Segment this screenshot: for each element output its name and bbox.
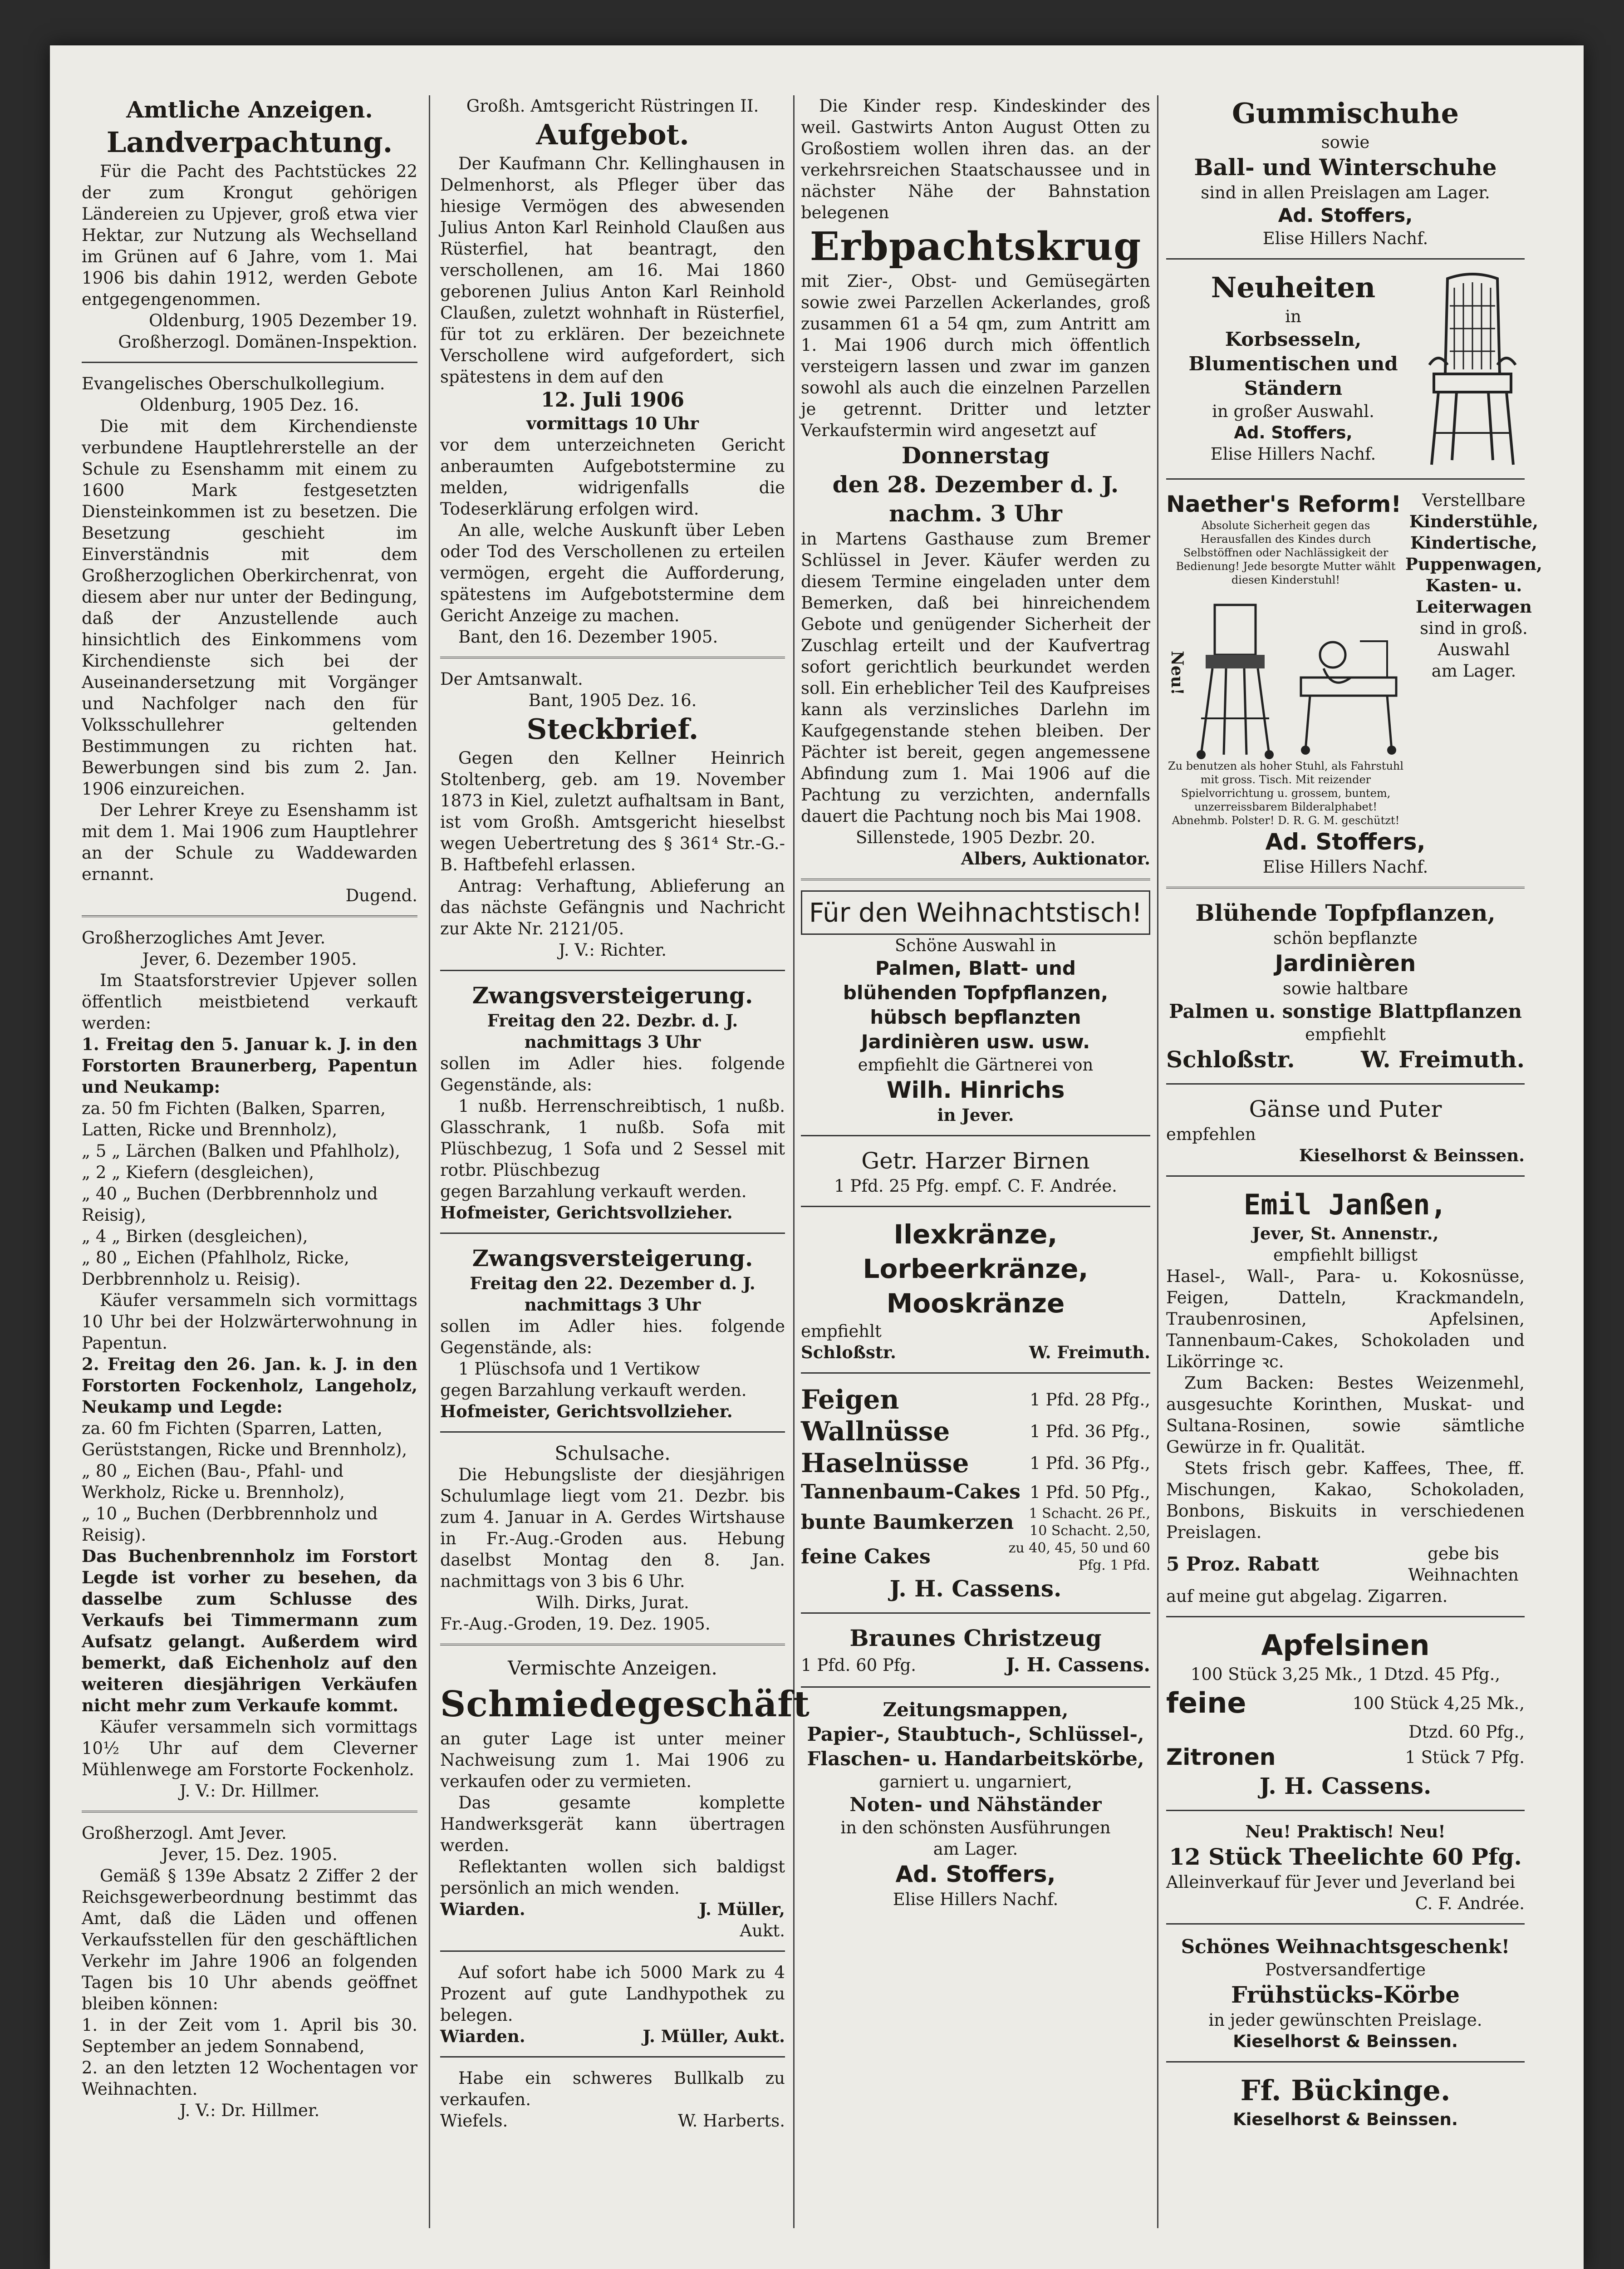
notice-signature: J. V.: Richter. xyxy=(558,940,667,960)
notice-text: Im Staatsforstrevier Upjever sollen öffentlich meistbietend verkauft werden: xyxy=(82,971,417,1033)
notice-item: 1. in der Zeit vom 1. April bis 30. September an jedem Sonnabend, xyxy=(82,2015,417,2056)
ad-gummischuhe xyxy=(1166,95,1525,249)
ad-signature-sub: Elise Hillers Nachf. xyxy=(1210,444,1376,464)
notice-heading: Der Amtsanwalt. xyxy=(440,669,583,689)
ad-line: 100 Stück 4,25 Mk., xyxy=(1352,1693,1525,1713)
ad-line: empfehlen xyxy=(1166,1125,1256,1144)
ad-place: Wiarden. xyxy=(440,1899,525,1919)
divider xyxy=(801,879,1150,880)
notice-text: vor dem unterzeichneten Gericht anberaumten Aufgebotstermine zu melden, widrigenfalls die Todeserklärung erfolgen wird. xyxy=(440,435,785,519)
auction-time: nachm. 3 Uhr xyxy=(889,500,1062,527)
divider xyxy=(82,1811,417,1812)
product-price: 1 Pfd. 36 Pfg., xyxy=(1030,1453,1150,1473)
ad-line: empfiehlt die Gärtnerei von xyxy=(858,1055,1094,1075)
notice-title: Schulsache. xyxy=(554,1442,671,1464)
ad-signature-row xyxy=(440,2026,785,2047)
notice-text: Der Kaufmann Chr. Kellinghausen in Delmenhorst, als Pfleger über das hiesige Vermögen des abwesenden Julius Anton Karl Reinhold Claußen aus Rüsterfiel, hat beantragt, den verschollenen, am 16. Mai 1860 geborenen Julius Anton Karl Reinhold Claußen, zuletzt wohnhaft in Rüsterfiel, für tot zu erklären. Der bezeichnete Verschollene wird aufgefordert, sich spätestens in dem auf den xyxy=(440,154,785,387)
ad-gaense xyxy=(1166,1095,1525,1166)
ad-hypothek xyxy=(440,1962,785,2047)
ad-line: am Lager. xyxy=(933,1839,1018,1859)
sale-item: 1. Freitag den 5. Januar k. J. in den Forstorten Braunerberg, Papentun und Neukamp: xyxy=(82,1034,417,1097)
notice-text: Die Hebungsliste der diesjährigen Schulumlage liegt vom 21. Dezbr. bis zum 4. Januar in A. Gerdes Wirtshause in Fr.-Aug.-Groden aus. Hebung daselbst Montag den 8. Jan. nachmittags von 3 bis 6 Uhr. xyxy=(440,1465,785,1591)
price-row xyxy=(801,1384,1150,1415)
notice-date: Oldenburg, 1905 Dez. 16. xyxy=(140,395,359,415)
ad-signature: W. Harberts. xyxy=(678,2111,785,2131)
sale-item: „ 4 „ Birken (desgleichen), xyxy=(82,1227,308,1246)
ad-line: in großer Auswahl. xyxy=(1212,402,1374,421)
ad-badge: Neu! xyxy=(1168,651,1187,695)
notice-text: 1 nußb. Herrenschreibtisch, 1 nußb. Glasschrank, 1 nußb. Sofa mit Plüschbezug, 1 Sofa und 2 Sessel mit rotbr. Plüschbezug xyxy=(440,1096,785,1180)
ad-place: Schloßstr. xyxy=(1166,1046,1295,1073)
ad-line: in xyxy=(1285,307,1301,326)
divider xyxy=(1166,2061,1525,2063)
ad-line: blühenden Topfpflanzen, xyxy=(843,982,1109,1004)
notice-text: gegen Barzahlung verkauft werden. xyxy=(440,1380,747,1400)
product-name: bunte Baumkerzen xyxy=(801,1511,1014,1534)
divider xyxy=(82,362,417,363)
ad-title: Schönes Weihnachtsgeschenk! xyxy=(1181,1935,1510,1958)
ad-naethers-reform xyxy=(1166,490,1542,878)
ad-line: Alleinverkauf für Jever und Jeverland bei xyxy=(1166,1872,1516,1892)
ad-line: Korbsesseln, xyxy=(1225,328,1362,350)
notice-zwangsversteigerung-1 xyxy=(440,981,785,1223)
notice-title: Steckbrief. xyxy=(526,712,699,746)
ad-signature: Kieselhorst & Beinssen. xyxy=(1233,2110,1458,2129)
ad-title: Getr. Harzer Birnen xyxy=(861,1148,1090,1174)
notice-title: Zwangsversteigerung. xyxy=(472,1245,753,1272)
notice-signature: J. V.: Dr. Hillmer. xyxy=(179,1781,320,1801)
ad-kraenze xyxy=(801,1217,1150,1363)
ad-title: Für den Weihnachtstisch! xyxy=(801,890,1150,935)
ad-title: Naether's Reform! xyxy=(1166,491,1402,517)
notice-text: Käufer versammeln sich vormittags 10½ Uhr auf dem Cleverner Mühlenwege am Forstorte Fockenholz. xyxy=(82,1717,417,1779)
divider xyxy=(1166,478,1525,480)
product-price: 1 Schacht. 26 Pf., 10 Schacht. 2,50, xyxy=(1029,1506,1150,1539)
notice-date: Bant, 1905 Dez. 16. xyxy=(528,691,697,710)
ad-line: garniert u. ungarniert, xyxy=(879,1772,1072,1792)
price-row xyxy=(801,1479,1150,1505)
column-3 xyxy=(801,95,1150,2228)
ad-line: feine xyxy=(1166,1686,1246,1719)
product-name: Feigen xyxy=(801,1384,899,1415)
ad-text: Auf sofort habe ich 5000 Mark zu 4 Prozent auf gute Landhypothek zu belegen. xyxy=(440,1963,785,2025)
ad-discount: 5 Proz. Rabatt xyxy=(1166,1553,1320,1575)
section-heading: Vermischte Anzeigen. xyxy=(508,1657,717,1679)
divider xyxy=(1166,258,1525,260)
ad-merchant: Wilh. Hinrichs xyxy=(886,1077,1065,1103)
ad-line: Verstellbare xyxy=(1422,491,1526,510)
notice-oberschulkollegium xyxy=(82,373,417,906)
price-row xyxy=(801,1415,1150,1447)
ad-line: empfiehlt xyxy=(801,1321,882,1341)
notice-text: sollen im Adler hies. folgende Gegenstände, als: xyxy=(440,1316,785,1357)
divider xyxy=(1166,887,1525,889)
ad-signature: Kieselhorst & Beinssen. xyxy=(1233,2032,1458,2051)
ad-line: Ilexkränze, xyxy=(893,1219,1058,1250)
ad-naether-main xyxy=(1166,490,1405,827)
ad-line: Neu! Praktisch! Neu! xyxy=(1245,1822,1446,1842)
ad-line: Blumentischen und xyxy=(1188,353,1398,375)
notice-text: Die mit dem Kirchendienste verbundene Hauptlehrerstelle an der Schule zu Esenshamm mit einem zu 1600 Mark festgesetzten Diensteinkommen ist zu besetzen. Die Besetzung geschieht im Einverständnis mit dem Großherzoglichen Oberkirchenrat, von diesem aber nur unter der Bedingung, daß der Anzustellende auch hinsichtlich des Einkommens vom Kirchendienste sich bei der Auseinandersetzung mit Vorgänger und Nachfolger nach den für Volksschullehrer geltenden Bestimmungen zu richten hat. Bewerbungen sind bis zum 2. Jan. 1906 einzureichen. xyxy=(82,417,417,799)
notice-signature: Hofmeister, Gerichtsvollzieher. xyxy=(440,1401,733,1421)
ad-line: Kindertische, xyxy=(1410,533,1537,553)
notice-date: Fr.-Aug.-Groden, 19. Dez. 1905. xyxy=(440,1614,711,1634)
ad-naether-illustration xyxy=(1166,587,1405,759)
sale-item: „ 40 „ Buchen (Derbbrennholz und Reisig), xyxy=(82,1184,378,1225)
ad-line: 1 Stück 7 Pfg. xyxy=(1405,1747,1525,1767)
sale-item: za. 60 fm Fichten (Sparren, Latten, Gerüststangen, Ricke und Brennholz), xyxy=(82,1419,407,1459)
sale-item: „ 10 „ Buchen (Derbbrennholz und Reisig). xyxy=(82,1504,378,1545)
ad-text: in Martens Gasthause zum Bremer Schlüssel in Jever. Käufer werden zu diesem Termine eingeladen unter dem Bemerken, daß bei hinreichendem Gebote und genügender Sicherheit der Zuschlag erteilt und der Kaufvertrag sofort gerichtlich beurkundet werden soll. Ein erheblicher Teil des Kaufpreises kann als verzinsliches Darlehn im Kaufgegenstande stehen bleiben. Der Pächter ist bereit, gegen angemessene Abfindung zum 1. Mai 1906 auf die Pachtung zu verzichten, andernfalls dauert die Pachtung noch bis Mai 1908. xyxy=(801,529,1150,826)
notice-heading: Großherzogliches Amt Jever. xyxy=(82,928,326,948)
notice-holzverkauf xyxy=(82,927,417,1802)
ad-line: in den schönsten Ausführungen xyxy=(840,1818,1111,1837)
notice-text: Der Lehrer Kreye zu Esenshamm ist mit dem 1. Mai 1906 zum Hauptlehrer an der Schule zu Waddewarden ernannt. xyxy=(82,801,417,884)
ad-signature: Ad. Stoffers, xyxy=(1234,423,1353,442)
notice-date-highlight: 12. Juli 1906 xyxy=(541,388,684,412)
ad-signature-row xyxy=(440,1899,785,1920)
notice-signature: J. V.: Dr. Hillmer. xyxy=(179,2101,320,2120)
ad-title: Ff. Bückinge. xyxy=(1240,2074,1451,2107)
ad-line: Palmen u. sonstige Blattpflanzen xyxy=(1169,1000,1522,1022)
notice-text: Käufer versammeln sich vormittags 10 Uhr bei der Holzwärterwohnung in Papentun. xyxy=(82,1291,417,1353)
divider xyxy=(440,1431,785,1433)
notice-text: sollen im Adler hies. folgende Gegenstände, als: xyxy=(440,1054,785,1095)
notice-aufgebot xyxy=(440,95,785,648)
sale-item: „ 5 „ Lärchen (Balken und Pfahlholz), xyxy=(82,1141,400,1161)
ad-neuheiten-text xyxy=(1166,270,1420,465)
sale-item: 2. Freitag den 26. Jan. k. J. in den Forstorten Fockenholz, Langeholz, Neukamp und Legde: xyxy=(82,1354,417,1417)
ad-line: Palmen, Blatt- und xyxy=(875,957,1076,979)
ad-signature-row xyxy=(801,1342,1150,1363)
notice-item: 2. an den letzten 12 Wochentagen vor Weihnachten. xyxy=(82,2058,417,2099)
notice-signature: Dugend. xyxy=(345,886,417,905)
divider xyxy=(1166,1810,1525,1811)
ad-line: Kasten- u. Leiterwagen xyxy=(1416,575,1532,617)
auction-date: den 28. Dezember d. J. xyxy=(832,471,1119,498)
sale-item: za. 50 fm Fichten (Balken, Sparren, Latten, Ricke und Brennholz), xyxy=(82,1099,386,1139)
high-chair-icon xyxy=(1187,587,1405,759)
divider xyxy=(801,1686,1150,1688)
notice-text: Antrag: Verhaftung, Ablieferung an das nächste Gefängnis und Nachricht zur Akte Nr. 2121/05. xyxy=(440,876,785,938)
notice-subtitle: Freitag den 22. Dezember d. J. nachmittags 3 Uhr xyxy=(470,1273,756,1315)
ad-line: 1 Pfd. 25 Pfg. empf. C. F. Andrée. xyxy=(834,1176,1117,1196)
ad-line: Flaschen- u. Handarbeitskörbe, xyxy=(807,1748,1144,1770)
ad-signature: Kieselhorst & Beinssen. xyxy=(1299,1145,1525,1165)
notice-signature: Wilh. Dirks, Jurat. xyxy=(536,1593,689,1612)
ad-line: in jeder gewünschten Preislage. xyxy=(1208,2010,1482,2030)
ad-line: Jever, St. Annenstr., xyxy=(1252,1223,1439,1243)
ad-signature-row xyxy=(1166,1045,1525,1074)
ad-emil-janssen xyxy=(1166,1187,1525,1607)
ad-line: Zeitungsmappen, xyxy=(883,1699,1069,1721)
sale-item: „ 80 „ Eichen (Pfahlholz, Ricke, Derbbrennholz u. Reisig). xyxy=(82,1248,349,1289)
column-2 xyxy=(440,95,810,2228)
divider xyxy=(801,1135,1150,1136)
ad-title: Blühende Topfpflanzen, xyxy=(1195,899,1496,926)
ad-title: Neuheiten xyxy=(1211,271,1376,304)
divider xyxy=(440,2056,785,2058)
ad-buecklinge xyxy=(1166,2073,1525,2130)
divider xyxy=(1166,1616,1525,1617)
ad-line: empfiehlt billigst xyxy=(1273,1245,1418,1265)
ad-place: in Jever. xyxy=(937,1105,1014,1125)
divider xyxy=(801,1206,1150,1207)
notice-text: Das Buchenbrennholz im Forstort Legde ist vorher zu besehen, da dasselbe zum Schlusse des Verkaufs bei Timmermann zum Aufsatz gelangt. Außerdem wird bemerkt, daß Eichenholz auf den weiteren diesjährigen Verkäufen nicht mehr zum Verkaufe kommt. xyxy=(82,1546,417,1715)
notice-signature: Bant, den 16. Dezember 1905. xyxy=(458,627,718,647)
ad-signature-title: Aukt. xyxy=(740,1921,785,1940)
divider xyxy=(1166,1923,1525,1925)
ad-signature: J. H. Cassens. xyxy=(1006,1654,1150,1676)
wicker-chair-icon xyxy=(1420,270,1525,469)
ad-text: Zum Backen: Bestes Weizenmehl, ausgesuchte Korinthen, Muskat- und Sultana-Rosinen, sowie sämtliche Gewürze in fr. Qualität. xyxy=(1166,1373,1525,1457)
ad-title: Emil Janßen, xyxy=(1244,1188,1447,1221)
notice-schulsache xyxy=(440,1443,785,1635)
ad-signature-sub: Elise Hillers Nachf. xyxy=(893,1890,1059,1909)
ad-line: Puppenwagen, xyxy=(1405,554,1542,574)
ad-title: Schmiedegeschäft xyxy=(440,1684,810,1725)
ad-signature: C. F. Andrée. xyxy=(1415,1894,1525,1913)
ad-line: auf meine gut abgelag. Zigarren. xyxy=(1166,1586,1448,1606)
ad-title: Erbpachtskrug xyxy=(810,224,1142,270)
sale-item: „ 80 „ Eichen (Bau-, Pfahl- und Werkholz, Ricke u. Brennholz), xyxy=(82,1461,345,1502)
column-rule xyxy=(1157,95,1158,2228)
ad-christzeug xyxy=(801,1624,1150,1677)
product-price: 1 Pfd. 28 Pfg., xyxy=(1030,1390,1150,1410)
ad-rabatt-row xyxy=(1166,1543,1525,1586)
notice-text: An alle, welche Auskunft über Leben oder Tod des Verschollenen zu erteilen vermögen, ergeht die Aufforderung, spätestens im Aufgebotstermine dem Gericht Anzeige zu machen. xyxy=(440,521,785,625)
ad-line: Lorbeerkränze, xyxy=(863,1253,1089,1284)
auction-day: Donnerstag xyxy=(901,442,1050,469)
ad-title: Apfelsinen xyxy=(1261,1629,1430,1662)
ad-line: Papier-, Staubtuch-, Schlüssel-, xyxy=(807,1723,1144,1745)
notice-steckbrief xyxy=(440,668,785,961)
divider xyxy=(1166,1083,1525,1085)
ad-fineprint: Zu benutzen als hoher Stuhl, als Fahrstuhl mit gross. Tisch. Mit reizender Spielvorrichtung u. grossem, buntem, unzerreissbarem Bilderalphabet! Abnehmb. Polster! D. R. G. M. geschützt! xyxy=(1168,760,1404,827)
notice-date: Jever, 15. Dez. 1905. xyxy=(162,1845,338,1864)
ad-line: am Lager. xyxy=(1431,661,1516,681)
ad-line: Jardinièren usw. usw. xyxy=(861,1031,1090,1053)
ad-naether-layout xyxy=(1166,490,1542,827)
ad-signature: J. H. Cassens. xyxy=(889,1575,1062,1602)
ad-text: Stets frisch gebr. Kaffees, Thee, ff. Mischungen, Kakao, Schokoladen, Bonbons, Biskuits in verschiedenen Preislagen. xyxy=(1166,1459,1525,1542)
notice-zwangsversteigerung-2 xyxy=(440,1244,785,1422)
ad-line: Mooskränze xyxy=(886,1288,1065,1319)
divider xyxy=(82,915,417,917)
ad-naether-side xyxy=(1405,490,1542,827)
product-price: zu 40, 45, 50 und 60 Pfg. 1 Pfd. xyxy=(1008,1540,1150,1573)
notice-text: gegen Barzahlung verkauft werden. xyxy=(440,1182,747,1201)
notice-subtitle: Freitag den 22. Dezbr. d. J. nachmittags 3 Uhr xyxy=(487,1011,738,1052)
ad-title: Gänse und Puter xyxy=(1249,1096,1442,1122)
divider xyxy=(440,1233,785,1234)
ad-title: Gummischuhe xyxy=(1231,97,1459,130)
price-row xyxy=(801,1505,1150,1540)
ad-weihnachtstisch xyxy=(801,890,1150,1126)
ad-signature: Albers, Auktionator. xyxy=(961,849,1150,869)
ad-text: Die Kinder resp. Kindeskinder des weil. Gastwirts Anton August Otten zu Großostiem wollen ihren das. an der verkehrsreichen Staatschaussee und in nächster Nähe der Bahnstation belegenen xyxy=(801,96,1150,222)
ad-signature-sub: Elise Hillers Nachf. xyxy=(1262,857,1428,877)
ad-harzer-birnen xyxy=(801,1146,1150,1197)
ad-bullkalb xyxy=(440,2068,785,2131)
ad-schmiedegeschaeft xyxy=(440,1655,810,1941)
notice-ladenschluss xyxy=(82,1822,417,2121)
ad-zitronen-row xyxy=(1166,1743,1525,1772)
ad-line: 1 Pfd. 60 Pfg. xyxy=(801,1655,916,1675)
ad-theelichte xyxy=(1166,1821,1525,1914)
notice-text: Gegen den Kellner Heinrich Stoltenberg, geb. am 19. November 1873 in Kiel, zuletzt aufhaltsam in Bant, ist vom Großh. Amtsgericht hieselbst wegen Uebertretung des § 361⁴ Str.-G.-B. Haftbefehl erlassen. xyxy=(440,748,785,874)
divider xyxy=(1166,1175,1525,1177)
divider xyxy=(440,1950,785,1952)
notice-title: Aufgebot. xyxy=(536,118,689,151)
ad-signature: Ad. Stoffers, xyxy=(895,1861,1056,1887)
ad-text: Das gesamte komplette Handwerksgerät kann übertragen werden. xyxy=(440,1793,785,1855)
section-heading: Amtliche Anzeigen. xyxy=(126,96,373,123)
product-name: Tannenbaum-Cakes xyxy=(801,1480,1021,1503)
ad-line: Zitronen xyxy=(1166,1744,1276,1770)
ad-line: sowie xyxy=(1321,133,1370,152)
column-rule xyxy=(793,95,795,2228)
ad-line: Frühstücks-Körbe xyxy=(1231,1981,1460,2008)
ad-fruehstuecks-koerbe xyxy=(1166,1935,1525,2052)
ad-line: Kinderstühle, xyxy=(1409,511,1539,531)
ad-title: Braunes Christzeug xyxy=(849,1625,1102,1651)
notice-heading: Großh. Amtsgericht Rüstringen II. xyxy=(466,96,759,116)
ad-signature: W. Freimuth. xyxy=(1360,1046,1525,1073)
ad-line: 100 Stück 3,25 Mk., 1 Dtzd. 45 Pfg., xyxy=(1190,1665,1501,1684)
notice-text: Für die Pacht des Pachtstückes 22 der zum Krongut gehörigen Ländereien zu Upjever, groß etwa vier Hektar, zur Nutzung als Wechselland im Grünen auf 6 Jahre, vom 1. Mai 1906 bis dahin 1912, werden Gebote entgegengenommen. xyxy=(82,162,417,309)
ad-place: Schloßstr. xyxy=(801,1342,896,1362)
ad-place: Wiefels. xyxy=(440,2111,508,2131)
ad-text: Reflektanten wollen sich baldigst persönlich an mich wenden. xyxy=(440,1857,785,1898)
divider xyxy=(440,970,785,971)
column-4 xyxy=(1166,95,1542,2228)
divider xyxy=(440,657,785,658)
notice-title: Zwangsversteigerung. xyxy=(472,982,753,1009)
ad-signature: J. H. Cassens. xyxy=(1259,1773,1432,1799)
ad-fineprint: Absolute Sicherheit gegen das Herausfallen des Kindes durch Selbstöffnen oder Nachlässigkeit der Bedienung! Jede besorgte Mutter wählt diesen Kinderstuhl! xyxy=(1176,519,1396,586)
price-row xyxy=(801,1540,1150,1574)
ad-line: Noten- und Nähständer xyxy=(849,1793,1102,1816)
ad-topfpflanzen xyxy=(1166,899,1525,1074)
ad-erbpachtskrug xyxy=(801,95,1150,869)
product-name: Wallnüsse xyxy=(801,1416,950,1447)
ad-line: sind in groß. Auswahl xyxy=(1420,619,1528,659)
product-price: 1 Pfd. 50 Pfg., xyxy=(1030,1482,1150,1502)
ad-stoffers-koerbe xyxy=(801,1698,1150,1910)
notice-time-highlight: vormittags 10 Uhr xyxy=(526,413,699,433)
ad-line: Postversandfertige xyxy=(1265,1960,1426,1979)
notice-heading: Großherzogl. Amt Jever. xyxy=(82,1823,287,1843)
divider xyxy=(801,1612,1150,1614)
ad-text: an guter Lage ist unter meiner Nachweisung zum 1. Mai 1906 zu verkaufen oder zu vermieten. xyxy=(440,1729,785,1791)
ad-signature: J. Müller, xyxy=(699,1899,785,1919)
product-name: feine Cakes xyxy=(801,1545,931,1568)
ad-line: 12 Stück Theelichte 60 Pfg. xyxy=(1169,1843,1522,1870)
ad-signature-sub: Elise Hillers Nachf. xyxy=(1262,229,1428,248)
notice-signature: Hofmeister, Gerichtsvollzieher. xyxy=(440,1203,733,1223)
notice-title: Landverpachtung. xyxy=(106,126,393,159)
price-row xyxy=(801,1447,1150,1479)
product-price: 1 Pfd. 36 Pfg., xyxy=(1030,1421,1150,1441)
ad-line: sind in allen Preislagen am Lager. xyxy=(1201,183,1490,202)
sale-item: „ 2 „ Kiefern (desgleichen), xyxy=(82,1163,314,1182)
divider xyxy=(801,1372,1150,1374)
ad-line: sowie haltbare xyxy=(1282,979,1408,998)
ad-line: gebe bis Weihnachten xyxy=(1408,1544,1519,1585)
ad-text: Hasel-, Wall-, Para- u. Kokosnüsse, Feigen, Datteln, Krackmandeln, Traubenrosinen, Apfelsinen, Tannenbaum-Cakes, Schokoladen und Likörringe ꝛc. xyxy=(1166,1267,1525,1371)
notice-signature: Großherzogl. Domänen-Inspektion. xyxy=(118,332,417,352)
notice-heading: Evangelisches Oberschulkollegium. xyxy=(82,374,385,393)
divider xyxy=(440,1644,785,1645)
ad-signature-row xyxy=(440,2110,785,2131)
ad-neuheiten xyxy=(1166,270,1525,469)
column-1 xyxy=(82,95,417,2228)
ad-feine-row xyxy=(1166,1685,1525,1721)
ad-text: mit Zier-, Obst- und Gemüsegärten sowie zwei Parzellen Ackerlandes, groß zusammen 61 a 54 qm, zum Antritt am 1. Mai 1906 durch mich öffentlich versteigern lassen und zwar im ganzen sowohl als auch die einzelnen Parzellen je getrennt. Dritter und letzter Verkaufstermin wird angesetzt auf xyxy=(801,271,1150,440)
ad-signature: Ad. Stoffers, xyxy=(1278,204,1413,226)
ad-apfelsinen xyxy=(1166,1627,1525,1801)
ad-date: Sillenstede, 1905 Dezbr. 20. xyxy=(855,828,1096,847)
ad-line: Ball- und Winterschuhe xyxy=(1194,154,1497,181)
ad-cassens-pricelist xyxy=(801,1384,1150,1603)
ad-line: empfiehlt xyxy=(1305,1025,1386,1044)
ad-line: Jardinièren xyxy=(1275,950,1416,977)
product-name: Haselnüsse xyxy=(801,1448,969,1478)
ad-signature: Ad. Stoffers, xyxy=(1265,829,1426,855)
ad-signature-row xyxy=(801,1653,1150,1677)
notice-landverpachtung xyxy=(82,95,417,353)
ad-subtitle: Schöne Auswahl in xyxy=(894,936,1057,955)
notice-text: 1 Plüschsofa und 1 Vertikow xyxy=(458,1359,700,1379)
column-rule xyxy=(429,95,430,2228)
ad-text: Habe ein schweres Bullkalb zu verkaufen. xyxy=(440,2068,785,2109)
newspaper-page xyxy=(50,45,1584,2269)
ad-place: Wiarden. xyxy=(440,2026,525,2046)
notice-text: Gemäß § 139e Absatz 2 Ziffer 2 der Reichsgewerbeordnung bestimmt das Amt, daß die Läden und offenen Verkaufsstellen für den geschäftlichen Verkehr im Jahre 1906 an folgenden Tagen bis 10 Uhr abends geöffnet bleiben können: xyxy=(82,1866,417,2014)
notice-date: Jever, 6. Dezember 1905. xyxy=(142,949,357,969)
ad-line: Ständern xyxy=(1244,377,1343,399)
ad-line: schön bepflanzte xyxy=(1273,928,1418,948)
ad-line: hübsch bepflanzten xyxy=(870,1006,1081,1028)
ad-line: Dtzd. 60 Pfg., xyxy=(1408,1722,1525,1742)
notice-date: Oldenburg, 1905 Dezember 19. xyxy=(149,311,417,330)
ad-signature: J. Müller, Aukt. xyxy=(643,2026,785,2046)
ad-signature: W. Freimuth. xyxy=(1029,1342,1150,1362)
